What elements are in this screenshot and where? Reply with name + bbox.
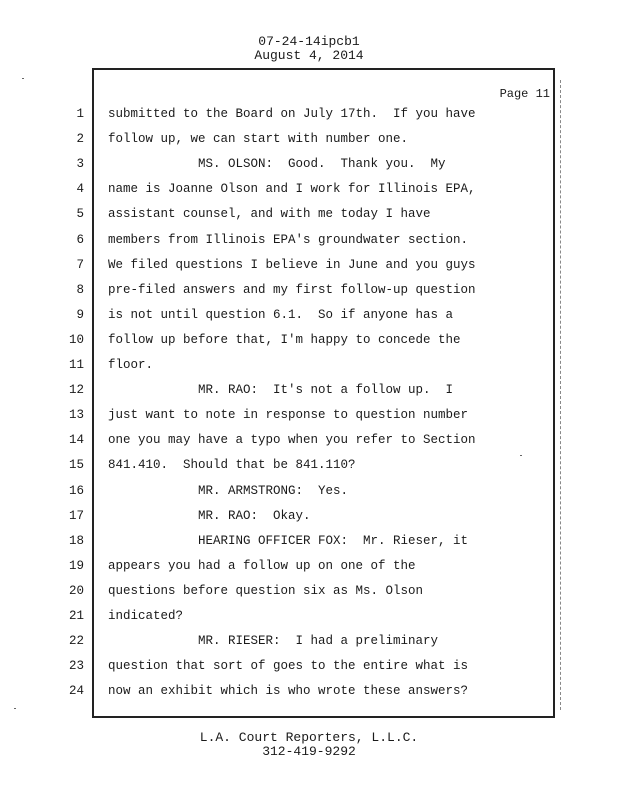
- reporter-name: L.A. Court Reporters, L.L.C.: [199, 730, 419, 745]
- reporter-phone: 312-419-9292: [262, 744, 356, 759]
- line-text: assistant counsel, and with me today I have: [108, 207, 431, 222]
- scan-speck: [22, 78, 24, 79]
- line-text: is not until question 6.1. So if anyone has a: [108, 307, 454, 322]
- transcript-line: [0, 631, 618, 651]
- line-text: now an exhibit which is who wrote these answers?: [108, 684, 469, 699]
- line-text: pre-filed answers and my first follow-up question: [108, 282, 476, 297]
- line-text: MR. RAO: Okay.: [108, 508, 311, 523]
- line-text: just want to note in response to question number: [108, 408, 469, 423]
- line-text: floor.: [108, 358, 154, 372]
- page-number: Page 11: [499, 87, 550, 101]
- line-text: members from Illinois EPA's groundwater section.: [108, 232, 469, 247]
- transcript-line: [0, 355, 618, 375]
- line-text: MR. ARMSTRONG: Yes.: [108, 483, 349, 498]
- line-text: name is Joanne Olson and I work for Illinois EPA,: [108, 182, 476, 197]
- transcript-line: [0, 380, 618, 400]
- line-number: 6: [76, 232, 84, 247]
- transcript-line: [0, 179, 618, 199]
- line-number: 18: [68, 533, 84, 548]
- line-number: 7: [76, 257, 84, 272]
- transcript-date: August 4, 2014: [254, 48, 364, 63]
- line-number: 4: [76, 182, 84, 197]
- line-text: question that sort of goes to the entire what is: [108, 659, 469, 674]
- transcript-line: [0, 104, 618, 124]
- line-number: 11: [68, 358, 84, 372]
- transcript-line: [0, 681, 618, 701]
- transcript-line: [0, 154, 618, 174]
- line-number: 22: [68, 634, 84, 649]
- line-number: 19: [68, 558, 84, 573]
- line-text: questions before question six as Ms. Olson: [108, 583, 424, 598]
- scan-speck: [14, 708, 16, 709]
- line-number: 3: [76, 157, 84, 172]
- transcript-line: [0, 656, 618, 676]
- transcript-line: [0, 204, 618, 224]
- line-number: 10: [68, 332, 84, 347]
- line-number: 2: [76, 132, 84, 147]
- line-number: 23: [68, 659, 84, 674]
- transcript-line: [0, 481, 618, 501]
- line-text: HEARING OFFICER FOX: Mr. Rieser, it: [108, 533, 469, 548]
- line-number: 15: [68, 458, 84, 473]
- line-number: 8: [76, 282, 84, 297]
- line-text: submitted to the Board on July 17th. If you have: [108, 107, 476, 121]
- line-number: 14: [68, 433, 84, 448]
- line-number: 17: [68, 508, 84, 523]
- line-number: 9: [76, 307, 84, 322]
- transcript-id: 07-24-14ipcb1: [258, 34, 360, 49]
- line-number: 20: [68, 583, 84, 598]
- transcript-line: [0, 255, 618, 275]
- line-text: MS. OLSON: Good. Thank you. My: [108, 157, 446, 172]
- line-number: 24: [68, 684, 84, 699]
- transcript-line: [0, 330, 618, 350]
- transcript-line: [0, 556, 618, 576]
- line-number: 13: [68, 408, 84, 423]
- transcript-line: [0, 305, 618, 325]
- line-text: MR. RIESER: I had a preliminary: [108, 634, 439, 649]
- line-text: follow up before that, I'm happy to concede the: [108, 332, 461, 347]
- transcript-line: [0, 581, 618, 601]
- transcript-line: [0, 280, 618, 300]
- line-text: MR. RAO: It's not a follow up. I: [108, 383, 454, 398]
- line-number: 12: [68, 383, 84, 398]
- line-text: one you may have a typo when you refer to Section: [108, 433, 476, 448]
- line-text: follow up, we can start with number one.: [108, 132, 409, 147]
- line-number: 16: [68, 483, 84, 498]
- scan-speck: [520, 455, 522, 456]
- line-number: 5: [76, 207, 84, 222]
- transcript-line: [0, 455, 618, 475]
- line-number: 21: [68, 609, 84, 623]
- transcript-line: [0, 606, 618, 626]
- transcript-line: [0, 129, 618, 149]
- line-text: We filed questions I believe in June and you guys: [108, 257, 476, 272]
- transcript-line: [0, 531, 618, 551]
- transcript-line: [0, 230, 618, 250]
- line-text: indicated?: [108, 609, 184, 623]
- line-text: appears you had a follow up on one of the: [108, 558, 416, 573]
- line-number: 1: [76, 107, 84, 121]
- transcript-line: [0, 405, 618, 425]
- line-text: 841.410. Should that be 841.110?: [108, 458, 356, 473]
- transcript-line: [0, 506, 618, 526]
- transcript-line: [0, 430, 618, 450]
